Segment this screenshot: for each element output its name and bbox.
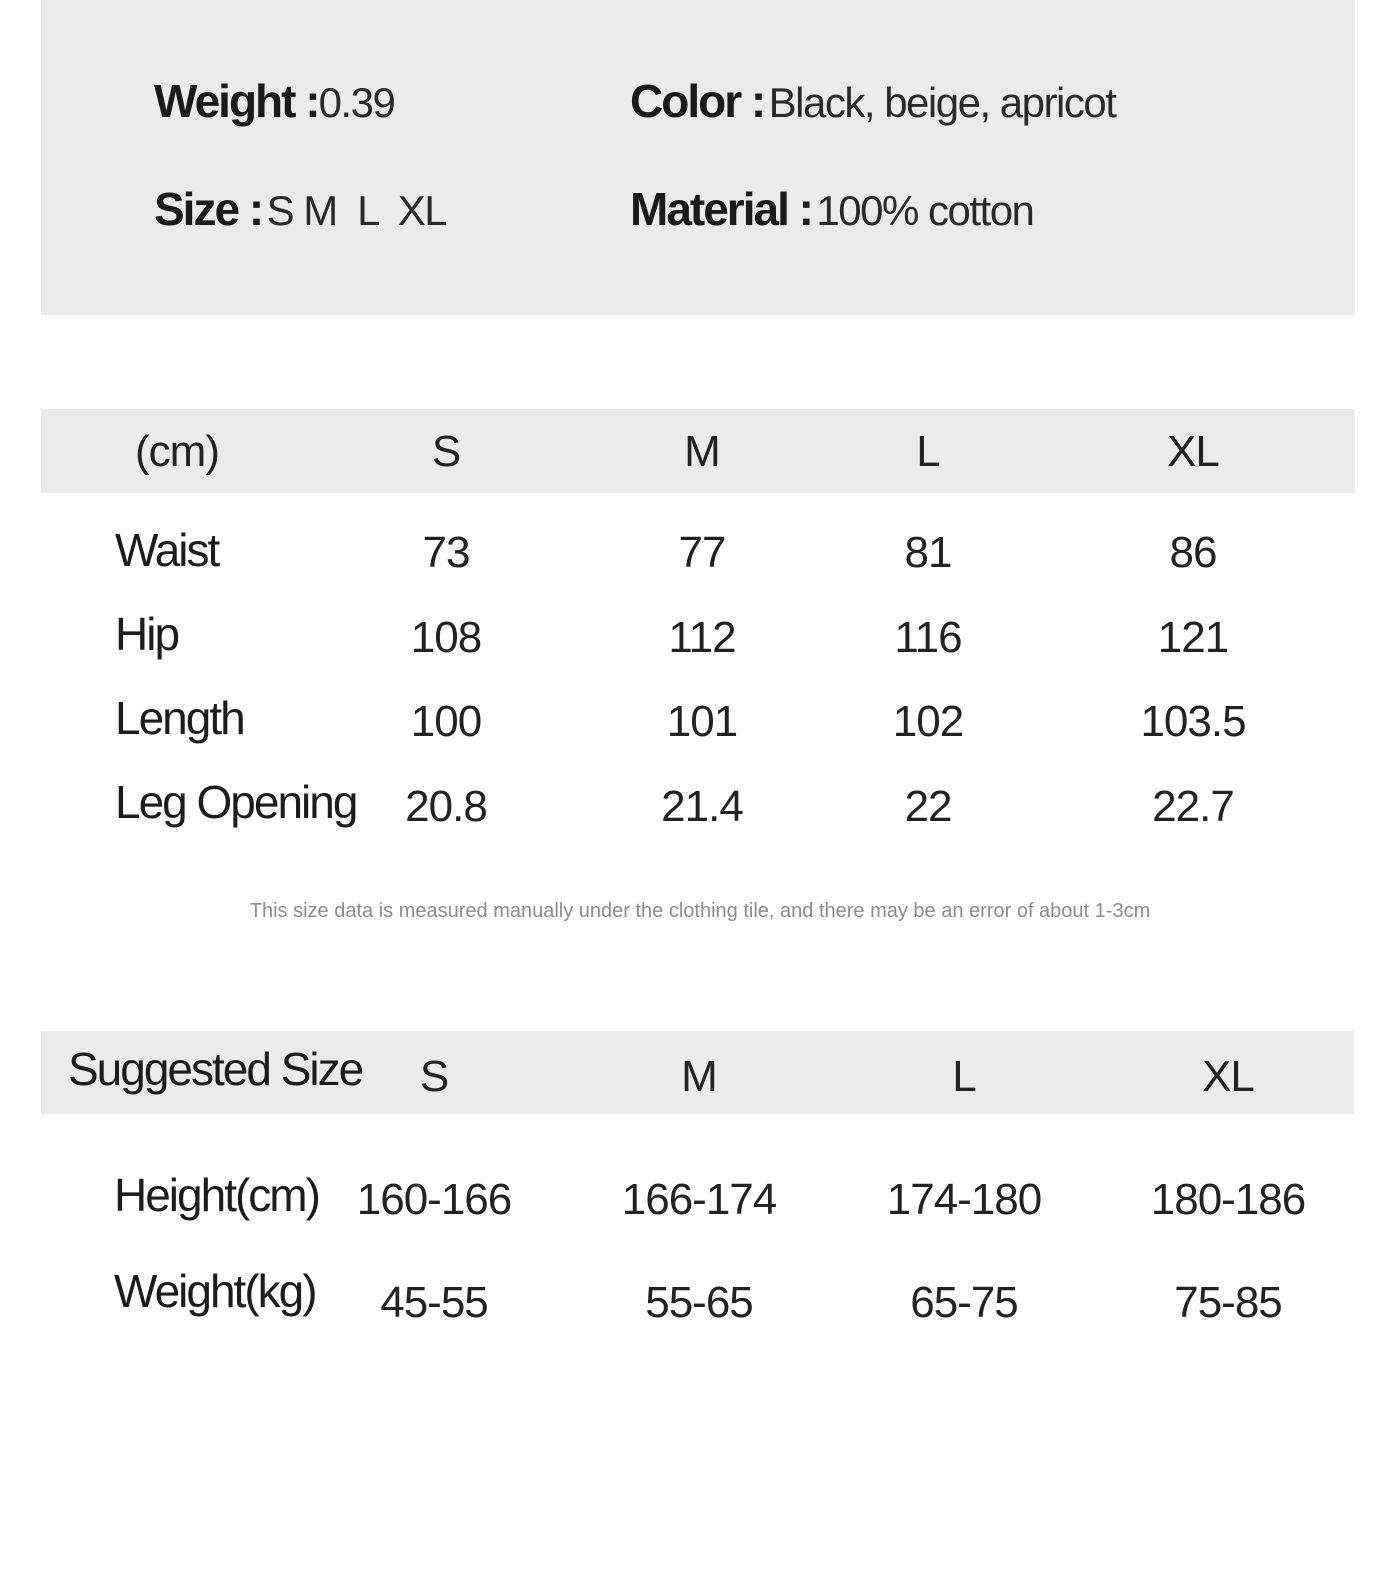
weight-l: 65-75 bbox=[910, 1278, 1018, 1327]
row-label-leg-opening: Leg Opening bbox=[115, 776, 357, 828]
length-xl: 103.5 bbox=[1140, 697, 1246, 746]
suggested-col-l: L bbox=[952, 1052, 976, 1101]
unit-label: (cm) bbox=[135, 427, 219, 476]
weight-label: Weight : bbox=[154, 75, 319, 127]
height-s: 160-166 bbox=[356, 1175, 512, 1224]
weight-xl: 75-85 bbox=[1174, 1278, 1282, 1327]
waist-m: 77 bbox=[678, 528, 726, 577]
weight-value: 0.39 bbox=[318, 79, 395, 126]
leg-opening-s: 20.8 bbox=[405, 782, 487, 831]
hip-m: 112 bbox=[668, 613, 736, 662]
spec-panel bbox=[41, 0, 1355, 315]
weight-m: 55-65 bbox=[645, 1278, 753, 1327]
color-label: Color : bbox=[630, 75, 765, 127]
hip-xl: 121 bbox=[1157, 613, 1229, 662]
suggested-col-s: S bbox=[419, 1052, 449, 1101]
row-label-length: Length bbox=[115, 692, 244, 744]
leg-opening-l: 22 bbox=[904, 782, 952, 831]
row-label-waist: Waist bbox=[115, 524, 219, 576]
material-value: 100% cotton bbox=[816, 187, 1034, 234]
size-col-l: L bbox=[916, 427, 940, 476]
row-label-weight: Weight(kg) bbox=[114, 1265, 316, 1317]
waist-s: 73 bbox=[422, 528, 470, 577]
material-spec bbox=[630, 183, 1034, 235]
hip-s: 108 bbox=[410, 613, 482, 662]
size-col-s: S bbox=[431, 427, 461, 476]
size-spec bbox=[154, 183, 447, 235]
color-value: Black, beige, apricot bbox=[768, 79, 1116, 126]
suggested-col-m: M bbox=[681, 1052, 717, 1101]
suggested-size-label: Suggested Size bbox=[68, 1043, 363, 1095]
length-s: 100 bbox=[410, 697, 482, 746]
length-l: 102 bbox=[892, 697, 964, 746]
color-spec bbox=[630, 75, 1116, 127]
size-col-m: M bbox=[684, 427, 720, 476]
suggested-col-xl: XL bbox=[1202, 1052, 1254, 1101]
row-label-hip: Hip bbox=[115, 608, 179, 660]
waist-xl: 86 bbox=[1169, 528, 1217, 577]
height-xl: 180-186 bbox=[1150, 1175, 1306, 1224]
row-label-height: Height(cm) bbox=[114, 1169, 319, 1221]
leg-opening-m: 21.4 bbox=[661, 782, 743, 831]
measurement-note: This size data is measured manually under the clothing tile, and there may be an error of about 1-3cm bbox=[249, 900, 1151, 922]
waist-l: 81 bbox=[904, 528, 952, 577]
leg-opening-xl: 22.7 bbox=[1152, 782, 1234, 831]
size-col-xl: XL bbox=[1167, 427, 1219, 476]
material-label: Material : bbox=[630, 183, 812, 235]
height-l: 174-180 bbox=[886, 1175, 1042, 1224]
size-label: Size : bbox=[154, 183, 263, 235]
length-m: 101 bbox=[666, 697, 738, 746]
height-m: 166-174 bbox=[621, 1175, 777, 1224]
weight-spec bbox=[154, 75, 395, 127]
size-value: S M L XL bbox=[266, 187, 447, 234]
weight-s: 45-55 bbox=[380, 1278, 488, 1327]
hip-l: 116 bbox=[894, 613, 962, 662]
